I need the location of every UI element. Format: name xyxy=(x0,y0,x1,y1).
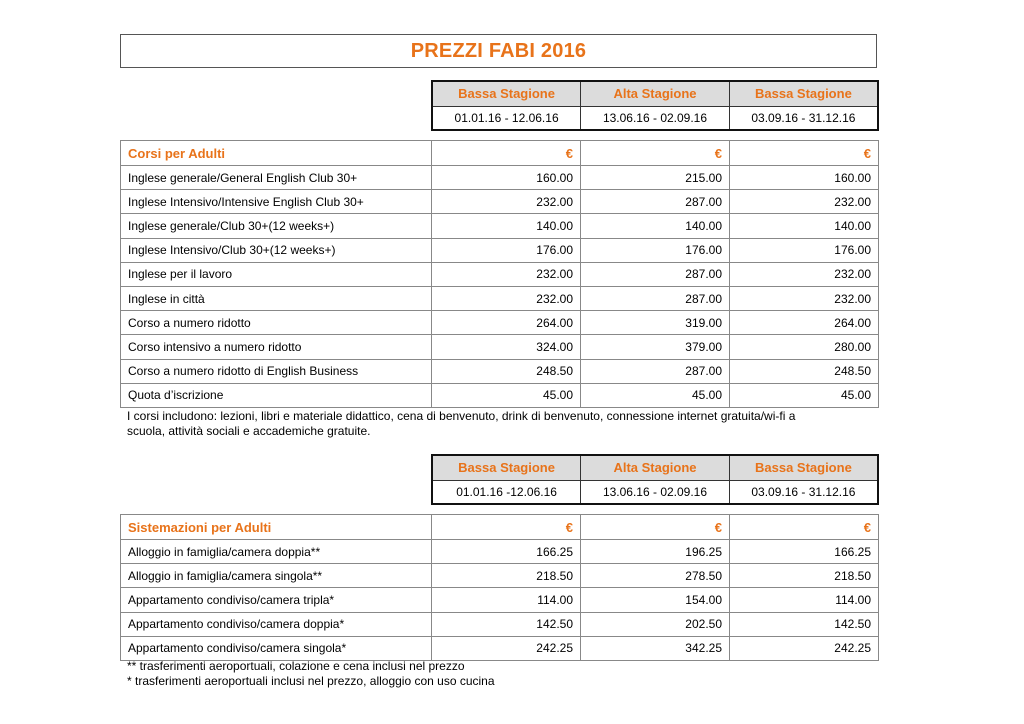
price-cell: 176.00 xyxy=(730,238,879,262)
table-row xyxy=(121,311,879,335)
price-cell: 176.00 xyxy=(581,238,730,262)
price-cell: 196.25 xyxy=(581,540,730,564)
price-cell: 140.00 xyxy=(581,214,730,238)
price-cell: 154.00 xyxy=(581,588,730,612)
season-table-2 xyxy=(431,454,879,505)
row-label: Alloggio in famiglia/camera singola** xyxy=(121,564,432,588)
row-label: Appartamento condiviso/camera singola* xyxy=(121,636,432,660)
season-dates: 03.09.16 - 31.12.16 xyxy=(729,106,878,130)
currency-symbol: € xyxy=(730,141,879,166)
table-row xyxy=(121,214,879,238)
price-cell: 114.00 xyxy=(432,588,581,612)
price-cell: 248.50 xyxy=(730,359,879,383)
season-header: Bassa Stagione xyxy=(729,81,878,106)
row-label: Inglese Intensivo/Intensive English Club 30+ xyxy=(121,190,432,214)
table-row xyxy=(121,588,879,612)
price-cell: 215.00 xyxy=(581,166,730,190)
price-cell: 264.00 xyxy=(730,311,879,335)
price-cell: 166.25 xyxy=(432,540,581,564)
price-cell: 232.00 xyxy=(432,262,581,286)
season-dates: 13.06.16 - 02.09.16 xyxy=(581,106,730,130)
table-row xyxy=(121,238,879,262)
courses-note: I corsi includono: lezioni, libri e materiale didattico, cena di benvenuto, drink di benvenuto, connessione internet gratuita/wi-fi a scuola, attività sociali e accademiche gratuite. xyxy=(127,409,796,438)
price-cell: 140.00 xyxy=(432,214,581,238)
page-title: PREZZI FABI 2016 xyxy=(410,39,587,62)
price-cell: 248.50 xyxy=(432,359,581,383)
table-row xyxy=(121,564,879,588)
table-row xyxy=(121,262,879,286)
accommodation-note-1: ** trasferimenti aeroportuali, colazione e cena inclusi nel prezzo xyxy=(127,659,465,673)
row-label: Inglese generale/General English Club 30+ xyxy=(121,166,432,190)
table-row xyxy=(121,359,879,383)
price-cell: 142.50 xyxy=(730,612,879,636)
table-row xyxy=(121,286,879,310)
price-cell: 45.00 xyxy=(730,383,879,407)
price-cell: 218.50 xyxy=(730,564,879,588)
price-cell: 287.00 xyxy=(581,286,730,310)
courses-table xyxy=(120,140,879,408)
season-header: Alta Stagione xyxy=(581,81,730,106)
row-label: Corso intensivo a numero ridotto xyxy=(121,335,432,359)
price-cell: 232.00 xyxy=(432,286,581,310)
price-cell: 232.00 xyxy=(730,262,879,286)
row-label: Appartamento condiviso/camera doppia* xyxy=(121,612,432,636)
season-dates: 13.06.16 - 02.09.16 xyxy=(581,480,730,504)
row-label: Corso a numero ridotto xyxy=(121,311,432,335)
price-cell: 140.00 xyxy=(730,214,879,238)
price-cell: 142.50 xyxy=(432,612,581,636)
currency-symbol: € xyxy=(581,515,730,540)
table-row xyxy=(121,383,879,407)
price-cell: 232.00 xyxy=(432,190,581,214)
row-label: Inglese per il lavoro xyxy=(121,262,432,286)
accommodation-table xyxy=(120,514,879,661)
currency-symbol: € xyxy=(730,515,879,540)
accommodation-note-2: * trasferimenti aeroportuali inclusi nel prezzo, alloggio con uso cucina xyxy=(127,674,495,688)
price-cell: 287.00 xyxy=(581,262,730,286)
price-cell: 232.00 xyxy=(730,286,879,310)
price-cell: 342.25 xyxy=(581,636,730,660)
accommodation-heading: Sistemazioni per Adulti xyxy=(121,515,432,540)
price-cell: 278.50 xyxy=(581,564,730,588)
currency-symbol: € xyxy=(432,515,581,540)
table-row xyxy=(121,190,879,214)
title-box xyxy=(120,34,877,68)
season-dates: 01.01.16 -12.06.16 xyxy=(432,480,581,504)
price-cell: 287.00 xyxy=(581,190,730,214)
season-header: Alta Stagione xyxy=(581,455,730,480)
price-cell: 166.25 xyxy=(730,540,879,564)
price-cell: 160.00 xyxy=(730,166,879,190)
season-header: Bassa Stagione xyxy=(432,81,581,106)
price-cell: 160.00 xyxy=(432,166,581,190)
row-label: Corso a numero ridotto di English Business xyxy=(121,359,432,383)
table-row xyxy=(121,636,879,660)
row-label: Appartamento condiviso/camera tripla* xyxy=(121,588,432,612)
price-cell: 45.00 xyxy=(581,383,730,407)
season-header: Bassa Stagione xyxy=(729,455,878,480)
table-row xyxy=(121,540,879,564)
season-header: Bassa Stagione xyxy=(432,455,581,480)
price-cell: 114.00 xyxy=(730,588,879,612)
price-cell: 242.25 xyxy=(432,636,581,660)
table-row xyxy=(121,166,879,190)
table-row xyxy=(121,335,879,359)
row-label: Inglese in città xyxy=(121,286,432,310)
price-cell: 202.50 xyxy=(581,612,730,636)
price-cell: 287.00 xyxy=(581,359,730,383)
row-label: Quota d’iscrizione xyxy=(121,383,432,407)
season-dates: 03.09.16 - 31.12.16 xyxy=(729,480,878,504)
price-cell: 319.00 xyxy=(581,311,730,335)
season-table-1 xyxy=(431,80,879,131)
currency-symbol: € xyxy=(581,141,730,166)
season-dates: 01.01.16 - 12.06.16 xyxy=(432,106,581,130)
price-cell: 264.00 xyxy=(432,311,581,335)
price-cell: 218.50 xyxy=(432,564,581,588)
price-cell: 242.25 xyxy=(730,636,879,660)
price-cell: 280.00 xyxy=(730,335,879,359)
row-label: Inglese Intensivo/Club 30+(12 weeks+) xyxy=(121,238,432,262)
price-cell: 176.00 xyxy=(432,238,581,262)
price-cell: 379.00 xyxy=(581,335,730,359)
table-row xyxy=(121,612,879,636)
currency-symbol: € xyxy=(432,141,581,166)
price-cell: 324.00 xyxy=(432,335,581,359)
price-cell: 232.00 xyxy=(730,190,879,214)
courses-heading: Corsi per Adulti xyxy=(121,141,432,166)
row-label: Inglese generale/Club 30+(12 weeks+) xyxy=(121,214,432,238)
row-label: Alloggio in famiglia/camera doppia** xyxy=(121,540,432,564)
price-cell: 45.00 xyxy=(432,383,581,407)
